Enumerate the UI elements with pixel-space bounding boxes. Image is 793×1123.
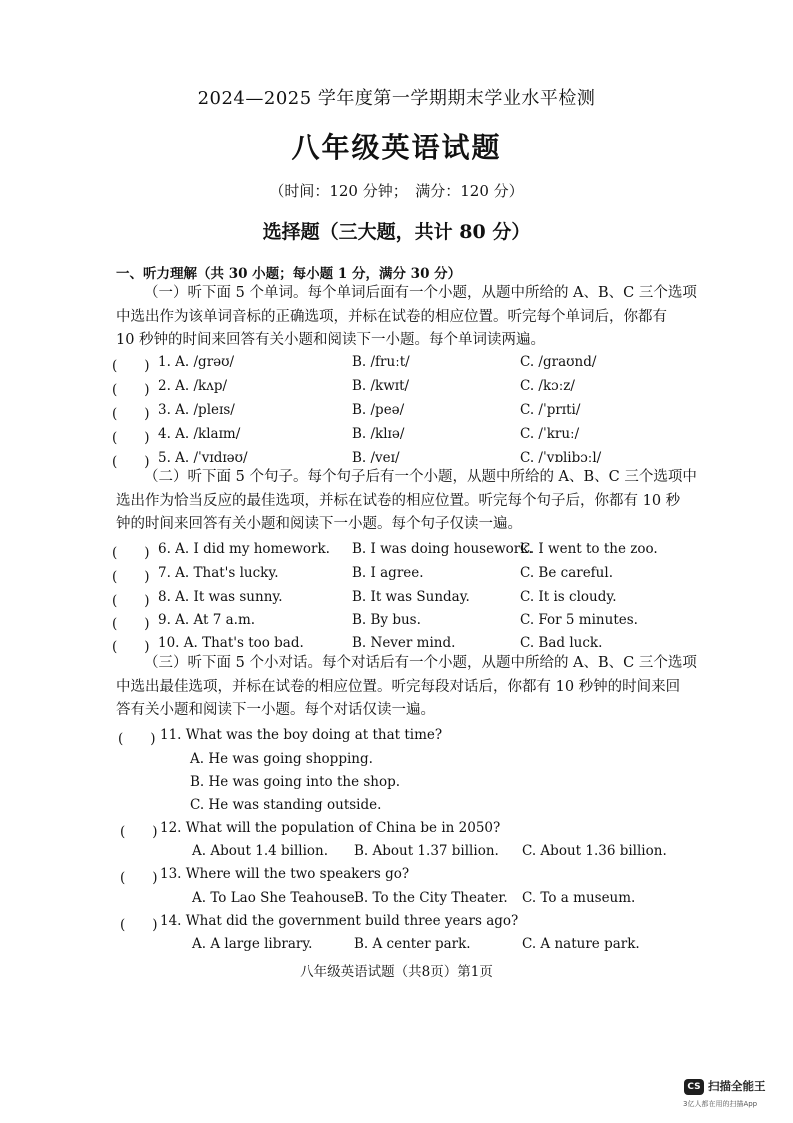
option-c: C. It is cloudy. — [520, 589, 617, 605]
option-c: C. /ˈkruː/ — [520, 426, 580, 442]
option-c: C. About 1.36 billion. — [522, 843, 667, 859]
option-b: B. By bus. — [352, 612, 421, 628]
option-a: 3. A. /pleɪs/ — [158, 402, 235, 418]
question-stem: 11. What was the boy doing at that time? — [160, 727, 443, 743]
option-a: 10. A. That's too bad. — [158, 635, 304, 651]
option-b: B. To the City Theater. — [354, 890, 508, 906]
instruction-line: 中选出作为该单词音标的正确选项，并标在试卷的相应位置。听完每个单词后，你都有 — [116, 308, 667, 325]
scanner-tagline: 3亿人都在用的扫描App — [683, 1100, 758, 1108]
answer-blank[interactable]: ( ) — [112, 406, 150, 422]
option-a: 9. A. At 7 a.m. — [158, 612, 256, 628]
option-c: C. /graʊnd/ — [520, 354, 597, 370]
option-c: C. I went to the zoo. — [520, 541, 658, 557]
option-a: 4. A. /klaɪm/ — [158, 426, 241, 442]
instruction-line: 答有关小题和阅读下一小题。每个对话仅读一遍。 — [116, 702, 435, 718]
option-a: 8. A. It was sunny. — [158, 589, 283, 605]
exam-subtitle: 2024—2025 学年度第一学期期末学业水平检测 — [197, 88, 596, 109]
answer-blank[interactable]: ( ) — [112, 616, 150, 632]
option-b: B. /veɪ/ — [352, 450, 400, 466]
scanner-logo-icon: CS — [684, 1079, 704, 1095]
option-a: A. A large library. — [192, 936, 313, 952]
option-c: C. /kɔːz/ — [520, 378, 575, 394]
option-c: C. Be careful. — [520, 565, 613, 581]
option-b: B. /klɪə/ — [352, 426, 405, 442]
option-b: B. I agree. — [352, 565, 424, 581]
option-c: C. A nature park. — [522, 936, 640, 952]
scanner-app-name: 扫描全能王 — [708, 1079, 766, 1093]
page-title: 八年级英语试题 — [291, 131, 502, 164]
option-a: 2. A. /kʌp/ — [158, 378, 228, 394]
answer-blank[interactable]: ( ) — [112, 545, 150, 561]
option-a: 6. A. I did my homework. — [158, 541, 330, 557]
option-a: 7. A. That's lucky. — [158, 565, 279, 581]
sub2-instructions — [116, 466, 697, 537]
page-footer: 八年级英语试题（共8页）第1页 — [300, 964, 493, 980]
answer-blank[interactable]: ( ) — [118, 731, 156, 747]
option-b: B. He was going into the shop. — [190, 774, 401, 790]
option-b: B. It was Sunday. — [352, 589, 470, 605]
answer-blank[interactable]: ( ) — [112, 358, 150, 374]
instruction-line: 钟的时间来回答有关小题和阅读下一小题。每个句子仅读一遍。 — [116, 516, 522, 532]
option-b: B. /peə/ — [352, 402, 405, 418]
answer-blank[interactable]: ( ) — [120, 870, 158, 886]
option-a: A. About 1.4 billion. — [192, 843, 329, 859]
question-stem: 12. What will the population of China be in 2050? — [160, 820, 501, 836]
option-c: C. /ˈprɪti/ — [520, 402, 581, 418]
option-b: B. About 1.37 billion. — [354, 843, 499, 859]
option-b: B. /fruːt/ — [352, 354, 410, 370]
answer-blank[interactable]: ( ) — [112, 593, 150, 609]
answer-blank[interactable]: ( ) — [120, 917, 158, 933]
answer-blank[interactable]: ( ) — [112, 454, 150, 470]
answer-blank[interactable]: ( ) — [112, 430, 150, 446]
option-a: 1. A. /grəʊ/ — [158, 354, 235, 370]
option-b: B. Never mind. — [352, 635, 456, 651]
option-c: C. /ˈvɒlibɔːl/ — [520, 450, 602, 466]
instruction-line: （一）听下面 5 个单词。每个单词后面有一个小题，从题中所给的 A、B、C 三个选项 — [144, 285, 697, 301]
option-a: 5. A. /ˈvɪdɪəʊ/ — [158, 450, 248, 466]
option-c: C. For 5 minutes. — [520, 612, 638, 628]
instruction-line: 中选出最佳选项，并标在试卷的相应位置。听完每段对话后，你都有 10 秒钟的时间来回 — [116, 678, 681, 695]
option-b: B. I was doing housework. — [352, 541, 533, 557]
section-heading: 选择题（三大题，共计 80 分） — [262, 221, 531, 243]
question-stem: 14. What did the government build three years ago? — [160, 913, 519, 929]
option-a: A. To Lao She Teahouse. — [192, 890, 360, 906]
answer-blank[interactable]: ( ) — [120, 824, 158, 840]
answer-blank[interactable]: ( ) — [112, 382, 150, 398]
sub1-instructions — [116, 282, 697, 353]
option-b: B. A center park. — [354, 936, 471, 952]
option-c: C. He was standing outside. — [190, 797, 382, 813]
option-a: A. He was going shopping. — [190, 751, 373, 767]
option-c: C. To a museum. — [522, 890, 636, 906]
question-stem: 13. Where will the two speakers go? — [160, 866, 410, 882]
instruction-line: 10 秒钟的时间来回答有关小题和阅读下一小题。每个单词读两遍。 — [116, 332, 546, 348]
instruction-line: （三）听下面 5 个小对话。每个对话后有一个小题，从题中所给的 A、B、C 三个选项 — [144, 655, 697, 671]
answer-blank[interactable]: ( ) — [112, 569, 150, 585]
answer-blank[interactable]: ( ) — [112, 639, 150, 655]
sub3-instructions — [116, 652, 697, 723]
instruction-line: （二）听下面 5 个句子。每个句子后有一个小题，从题中所给的 A、B、C 三个选项中 — [144, 469, 697, 485]
option-b: B. /kwɪt/ — [352, 378, 410, 394]
instruction-line: 选出作为恰当反应的最佳选项，并标在试卷的相应位置。听完每个句子后，你都有 10 秒 — [116, 492, 681, 509]
time-info: （时间：120 分钟； 满分：120 分） — [269, 182, 524, 200]
option-c: C. Bad luck. — [520, 635, 603, 651]
part-heading: 一、听力理解（共 30 小题；每小题 1 分，满分 30 分） — [116, 266, 462, 282]
